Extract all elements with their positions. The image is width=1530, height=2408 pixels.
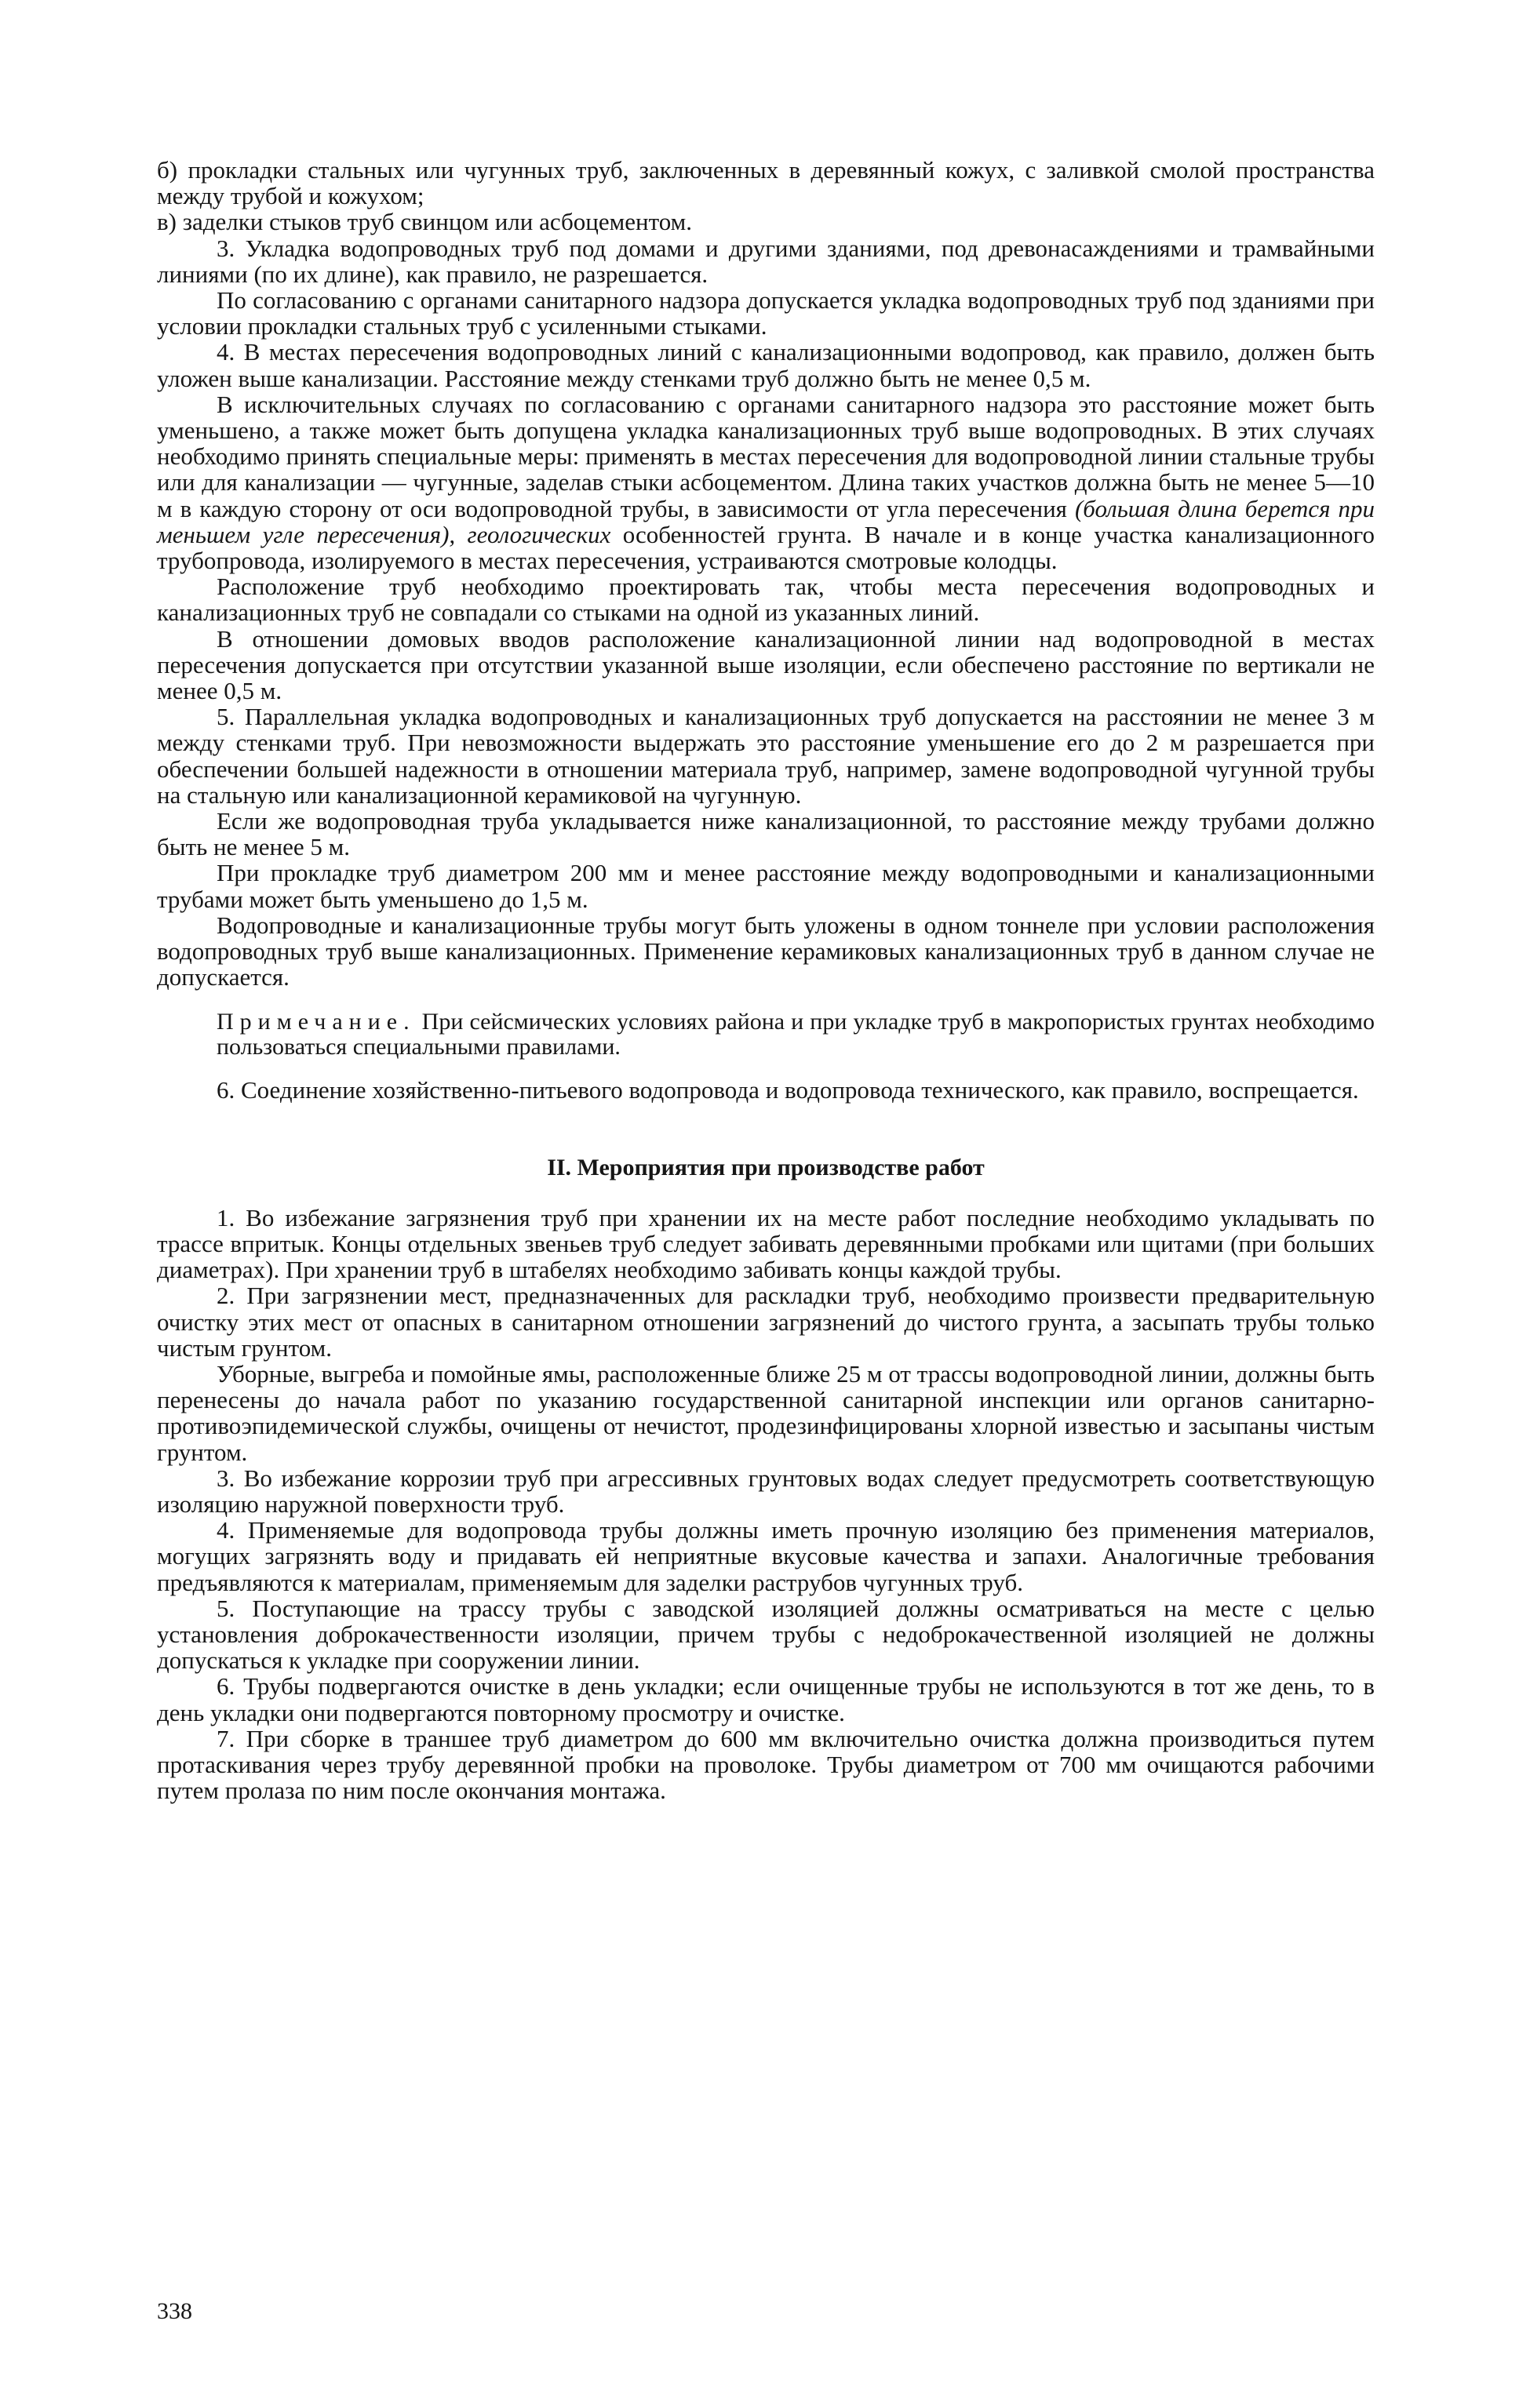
paragraph-exceptional-cases-part1: В исключительных случаях по согласованию с органами санитарного надзора это расстояние может быть уменьшено, а также может быть допущена укладка канализационных труб выше водопроводных. В этих случаях необходимо принять специальные меры: применять в местах пересечения для водопроводной линии стальные трубы или для канализации — чугунные, заделав стыки асбоцементом. Длина таких участков должна быть не менее 5—10 м в каждую сторону от оси водопроводной трубы, в зависимости от угла пересечения (157, 390, 1375, 522)
paragraph-work-1: 1. Во избежание загрязнения труб при хранении их на месте работ последние необходимо укладывать по трассе впритык. Концы отдельных звеньев труб следует забивать деревянными пробками или щитами (при больших диаметрах). При хранении труб в штабелях необходимо забивать концы каждой трубы. (157, 1203, 1375, 1284)
paragraph-below-sewer: Если же водопроводная труба укладывается ниже канализационной, то расстояние между трубами должно быть не менее 5 м. (157, 807, 1375, 861)
note (157, 1009, 1375, 1060)
note-label: Примечание. (217, 1008, 416, 1035)
paragraph-clause-3: 3. Укладка водопроводных труб под домами и другими зданиями, под древонасаждениями и трамвайными линиями (по их длине), как правило, не разрешается. (157, 234, 1375, 288)
paragraph-work-4: 4. Применяемые для водопровода трубы должны иметь прочную изоляцию без применения материалов, могущих загрязнять воду и придавать ей неприятные вкусовые качества и запахи. Аналогичные требования предъявляются к материалам, применяемым для заделки раструбов чугунных труб. (157, 1516, 1375, 1596)
paragraph-work-latrines: Уборные, выгреба и помойные ямы, расположенные ближе 25 м от трассы водопроводной линии, должны быть перенесены до начала работ по указанию государственной санитарной инспекции или органов санитарно-противоэпидемической службы, очищены от нечистот, продезинфицированы хлорной известью и засыпаны чистым грунтом. (157, 1359, 1375, 1466)
page-number: 338 (157, 2298, 192, 2324)
section-heading: II. Мероприятия при производстве работ (547, 1154, 985, 1180)
paragraph-exceptional-cases-part2: особенностей грунта. В начале и в конце участка канализационного трубопровода, изолируемого в местах пересечения, устраиваются смотровые колодцы. (157, 520, 1375, 575)
paragraph-diameter-200: При прокладке труб диаметром 200 мм и менее расстояние между водопроводными и канализационными трубами может быть уменьшено до 1,5 м. (157, 859, 1375, 913)
paragraph-house-inlets: В отношении домовых вводов расположение канализационной линии над водопроводной в местах пересечения допускается при отсутствии указанной выше изоляции, если обеспечено расстояние по вертикали не менее 0,5 м. (157, 624, 1375, 705)
paragraph-work-6: 6. Трубы подвергаются очистке в день укладки; если очищенные трубы не используются в тот же день, то в день укладки они подвергаются повторному просмотру и очистке. (157, 1672, 1375, 1726)
paragraph-work-7: 7. При сборке в траншее труб диаметром до 600 мм включительно очистка должна производиться путем протаскивания через трубу деревянной пробки на проволоке. Трубы диаметром от 700 мм очищаются рабочими путем пролаза по ним после окончания монтажа. (157, 1724, 1375, 1805)
paragraph-item-b: б) прокладки стальных или чугунных труб, заключенных в деревянный кожух, с заливкой смолой пространства между трубой и кожухом; (157, 156, 1375, 210)
paragraph-work-3: 3. Во избежание коррозии труб при агрессивных грунтовых водах следует предусмотреть соответствующую изоляцию наружной поверхности труб. (157, 1464, 1375, 1518)
paragraph-item-v: в) заделки стыков труб свинцом или асбоцементом. (157, 208, 692, 236)
paragraph-pipe-layout: Расположение труб необходимо проектировать так, чтобы места пересечения водопроводных и канализационных труб не совпадали со стыками на одной из указанных линий. (157, 573, 1375, 627)
paragraph-work-2: 2. При загрязнении мест, предназначенных для раскладки труб, необходимо произвести предварительную очистку этих мест от опасных в санитарном отношении загрязнений до чистого грунта, а засыпать трубы только чистым грунтом. (157, 1282, 1375, 1362)
paragraph-clause-5: 5. Параллельная укладка водопроводных и канализационных труб допускается на расстоянии не менее 3 м между стенками труб. При невозможности выдержать это расстояние уменьшение его до 2 м разрешается при обеспечении большей надежности в отношении материала труб, например, замене водопроводной чугунной трубы на стальную или канализационной керамиковой на чугунную. (157, 703, 1375, 809)
paragraph-work-5: 5. Поступающие на трассу трубы с заводской изоляцией должны осматриваться на месте с целью установления доброкачественности изоляции, причем трубы с недоброкачественной изоляцией не должны допускаться к укладке при сооружении линии. (157, 1594, 1375, 1675)
paragraph-sanitary-agreement: По согласованию с органами санитарного надзора допускается укладка водопроводных труб под зданиями при условии прокладки стальных труб с усиленными стыками. (157, 286, 1375, 340)
paragraph-clause-4: 4. В местах пересечения водопроводных линий с канализационными водопровод, как правило, должен быть уложен выше канализации. Расстояние между стенками труб должно быть не менее 0,5 м. (157, 338, 1375, 392)
paragraph-exceptional-cases-italic: (большая длина берется при меньшем угле пересечения), геологических (157, 494, 1375, 548)
paragraph-clause-6: 6. Соединение хозяйственно-питьевого водопровода и водопровода технического, как правило, воспрещается. (217, 1075, 1359, 1104)
paragraph-tunnel: Водопроводные и канализационные трубы могут быть уложены в одном тоннеле при условии расположения водопроводных труб выше канализационных. Применение керамиковых канализационных труб в данном случае не допускается. (157, 911, 1375, 991)
note-text: При сейсмических условиях района и при укладке труб в макропористых грунтах необходимо пользоваться специальными правилами. (217, 1008, 1375, 1060)
paragraph-exceptional-cases (157, 391, 1375, 573)
